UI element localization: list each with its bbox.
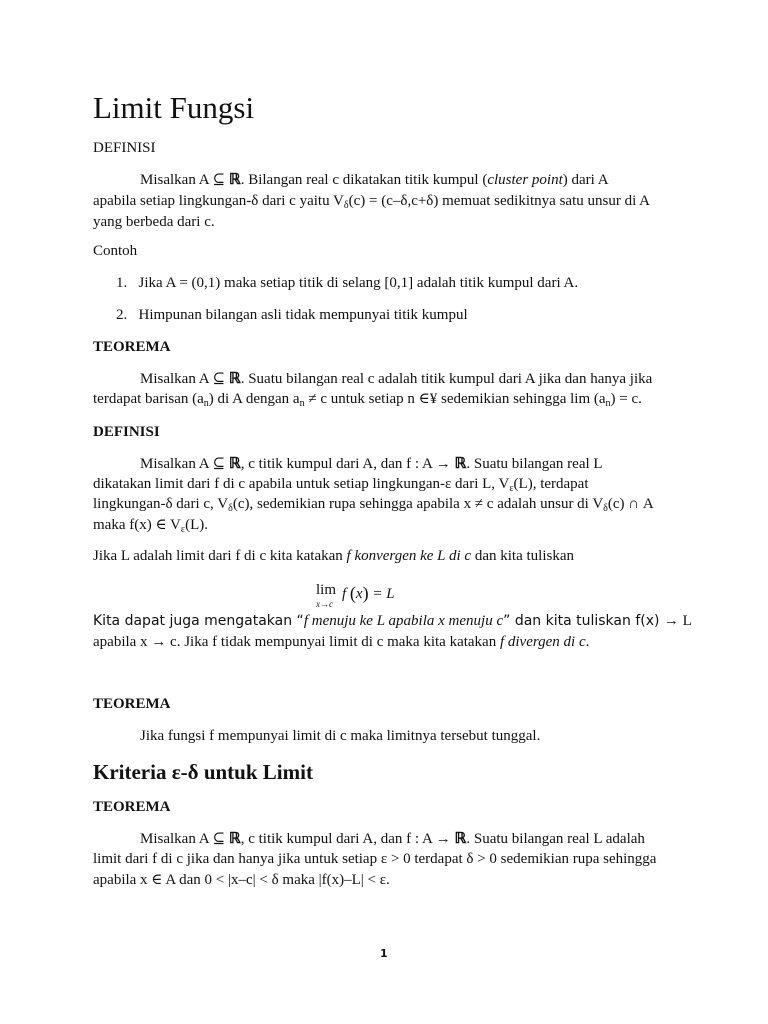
lim-subscript: x→c xyxy=(316,599,333,609)
theorem-line: limit dari f di c jika dan hanya jika untuk setiap ε > 0 terdapat δ > 0 sedemikian rupa sehingga xyxy=(93,851,657,867)
lim-operator: lim xyxy=(316,582,337,598)
definition-line: yang berbeda dari c. xyxy=(93,214,215,230)
theorem-line: Misalkan A ⊆ ℝ. Suatu bilangan real c adalah titik kumpul dari A jika dan hanya jika xyxy=(140,371,653,387)
theorem-line: Jika fungsi f mempunyai limit di c maka limitnya tersebut tunggal. xyxy=(140,728,541,744)
definition-line: Misalkan A ⊆ ℝ, c titik kumpul dari A, dan f : A → ℝ. Suatu bilangan real L xyxy=(140,456,603,472)
theorem-heading: TEOREMA xyxy=(93,339,171,355)
theorem-line: apabila x ∈ A dan 0 < |x–c| < δ maka |f(x)–L| < ε. xyxy=(93,872,390,888)
list-item: 2. Himpunan bilangan asli tidak mempunyai titik kumpul xyxy=(116,307,468,323)
definition-line: dikatakan limit dari f di c apabila untuk setiap lingkungan-ε dari L, $V_\varepsilon(L)$, terdapat xyxy=(93,476,589,494)
theorem-heading: TEOREMA xyxy=(93,799,171,815)
limit-formula xyxy=(316,582,416,612)
section-heading: Kriteria ε-δ untuk Limit xyxy=(93,760,313,784)
definition-heading: DEFINISI xyxy=(93,140,156,156)
theorem-heading: TEOREMA xyxy=(93,696,171,712)
definition-line: lingkungan-δ dari c, $V_\delta(c)$, sedemikian rupa sehingga apabila x ≠ c adalah unsur di $V_\delta(c)$ ∩ A xyxy=(93,496,654,514)
theorem-line: Misalkan A ⊆ ℝ, c titik kumpul dari A, dan f : A → ℝ. Suatu bilangan real L adalah xyxy=(140,831,645,847)
paragraph: apabila x → c. Jika f tidak mempunyai limit di c maka kita katakan f divergen di c. xyxy=(93,634,590,650)
list-item: 1. Jika A = (0,1) maka setiap titik di selang [0,1] adalah titik kumpul dari A. xyxy=(116,275,579,291)
lim-expression: f (x) = L xyxy=(342,583,395,603)
page-title: Limit Fungsi xyxy=(93,90,255,125)
theorem-line: terdapat barisan $(a_n)$ di A dengan $a_n \ne c$ untuk setiap n ∈¥ sedemikian sehingga $\lim (a_n) = c$. xyxy=(93,391,642,409)
definition-line: apabila setiap lingkungan-δ dari c yaitu $V_\delta(c) = (c-\delta,c+\delta)$ memuat sedikitnya satu unsur di A xyxy=(93,193,651,211)
definition-heading: DEFINISI xyxy=(93,424,160,440)
definition-line: Misalkan A ⊆ ℝ. Bilangan real c dikatakan titik kumpul (cluster point) dari A xyxy=(140,172,609,188)
page-number: 1 xyxy=(380,947,388,960)
example-heading: Contoh xyxy=(93,243,138,259)
definition-line: maka f(x) ∈ $V_\varepsilon(L)$. xyxy=(93,517,208,535)
paragraph: Jika L adalah limit dari f di c kita katakan f konvergen ke L di c dan kita tuliskan xyxy=(93,548,574,564)
paragraph: Kita dapat juga mengatakan “f menuju ke L apabila x menuju c” dan kita tuliskan f(x) → L xyxy=(93,613,692,629)
